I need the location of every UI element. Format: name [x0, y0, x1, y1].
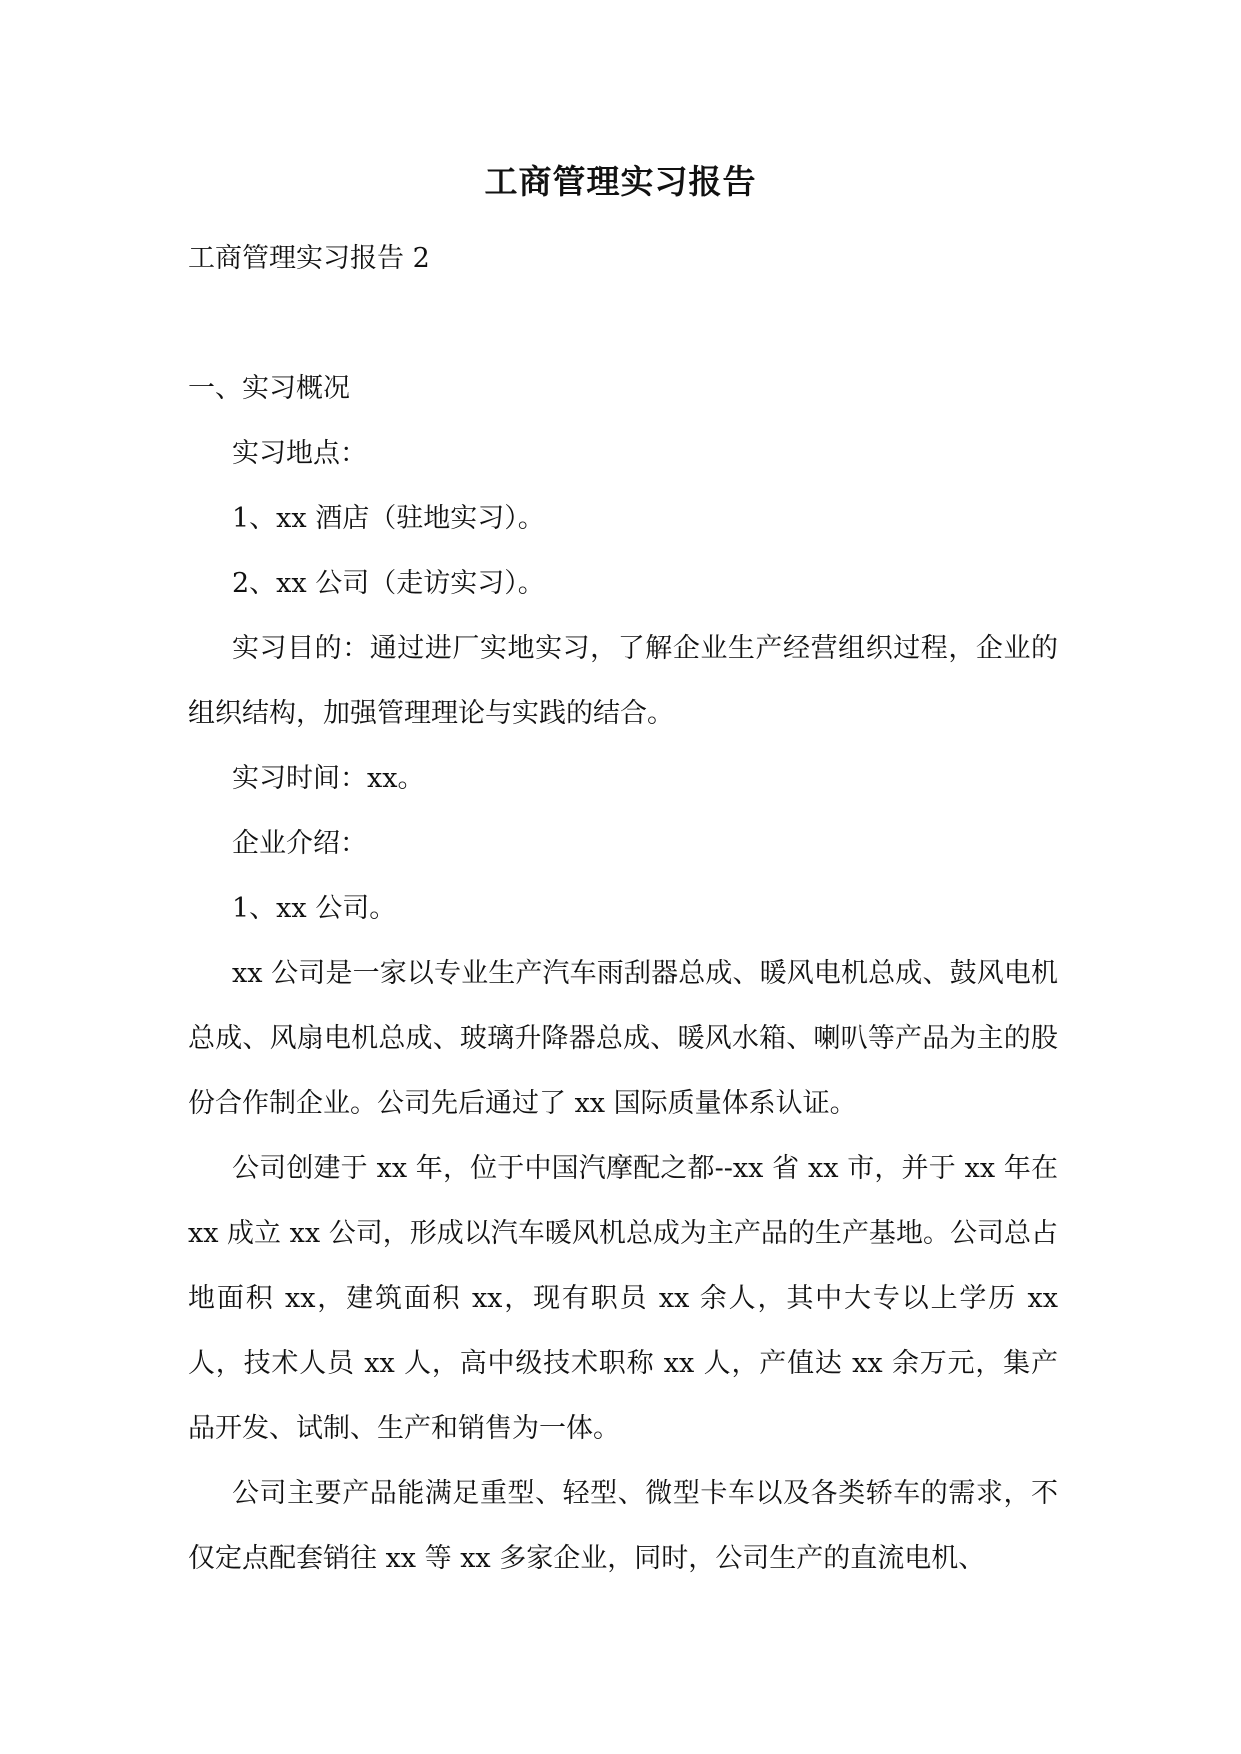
paragraph: 实习地点： [232, 438, 367, 469]
paragraph: xx 公司是一家以专业生产汽车雨刮器总成、暖风电机总成、鼓风电机总成、风扇电机总成、玻璃升降器总成、暖风水箱、喇叭等产品为主的股份合作制企业。公司先后通过了 xx 国际质量体系认证。 [188, 958, 1058, 1119]
document-title: 工商管理实习报告 [484, 162, 757, 201]
paragraph: 实习时间：xx。 [232, 763, 425, 794]
paragraph: 实习目的：通过进厂实地实习，了解企业生产经营组织过程，企业的组织结构，加强管理理论与实践的结合。 [188, 633, 1058, 729]
document-body [188, 226, 1058, 1591]
paragraph: 1、xx 酒店（驻地实习）。 [232, 503, 545, 534]
paragraph: 公司主要产品能满足重型、轻型、微型卡车以及各类轿车的需求，不仅定点配套销往 xx 等 xx 多家企业，同时，公司生产的直流电机、 [188, 1478, 1058, 1574]
section-heading: 一、实习概况 [188, 373, 350, 404]
paragraph: 企业介绍： [232, 828, 367, 859]
paragraph: 公司创建于 xx 年，位于中国汽摩配之都--xx 省 xx 市，并于 xx 年在 xx 成立 xx 公司，形成以汽车暖风机总成为主产品的生产基地。公司总占地面积 xx，建筑面积 xx，现有职员 xx 余人，其中大专以上学历 xx 人，技术人员 xx 人，高中级技术职称 xx 人，产值达 xx 余万元，集产品开发、试制、生产和销售为一体。 [188, 1153, 1058, 1444]
paragraph: 2、xx 公司（走访实习）。 [232, 568, 545, 599]
paragraph: 1、xx 公司。 [232, 893, 397, 924]
document-subtitle: 工商管理实习报告 2 [188, 243, 430, 274]
